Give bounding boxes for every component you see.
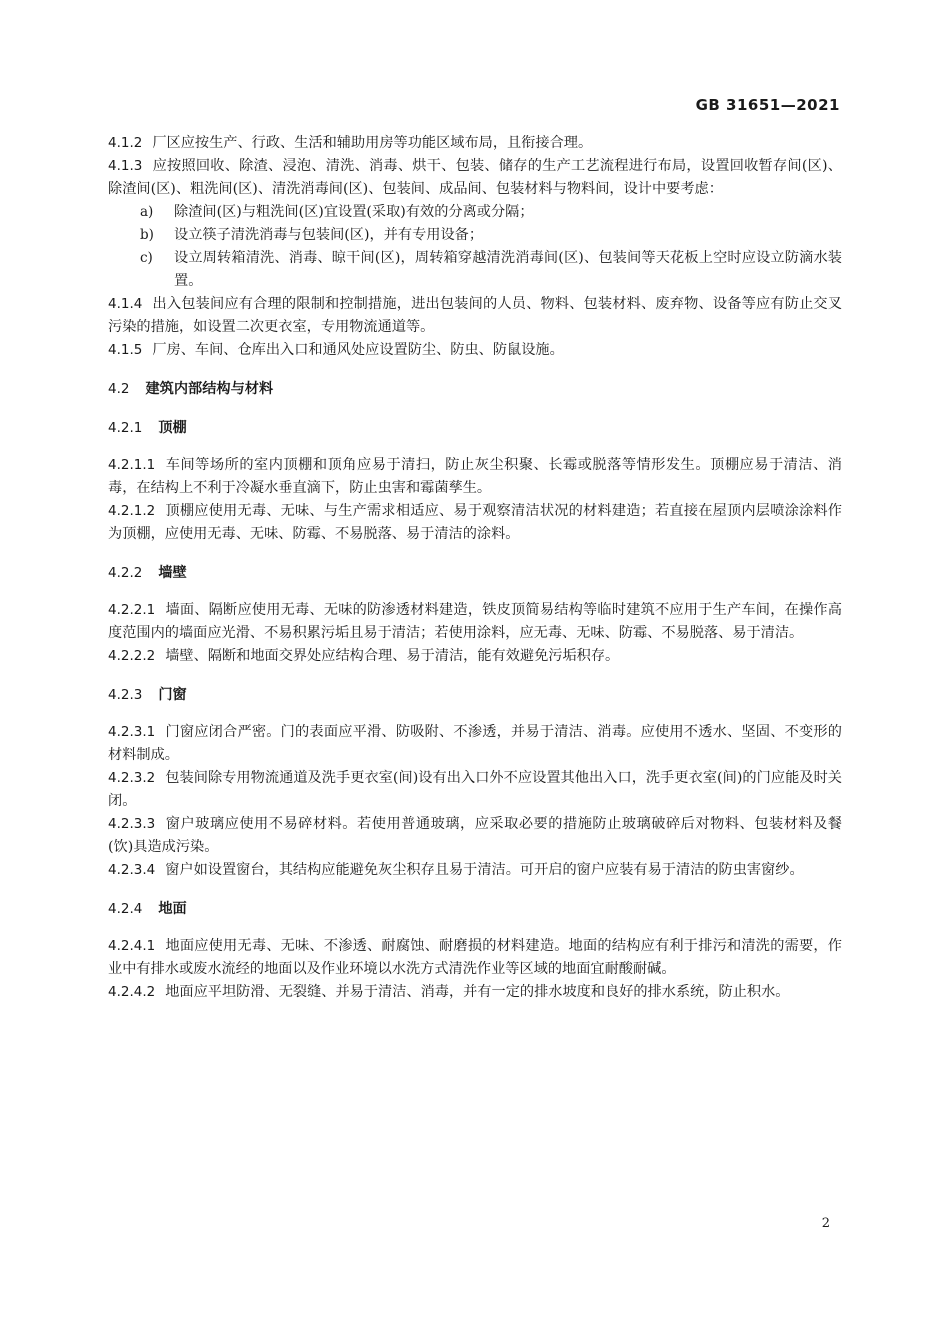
page-number: 2	[821, 1216, 830, 1231]
section-number: 4.2.4	[108, 901, 143, 917]
clause-number: 4.2.3.1	[108, 724, 156, 740]
clause-number: 4.2.3.4	[108, 862, 156, 878]
clause-text: 窗户如设置窗台，其结构应能避免灰尘积存且易于清洁。可开启的窗户应装有易于清洁的防虫害窗纱。	[165, 862, 804, 878]
list-item-b	[108, 224, 842, 247]
clause-text: 厂房、车间、仓库出入口和通风处应设置防尘、防虫、防鼠设施。	[152, 342, 564, 358]
clause-text: 车间等场所的室内顶棚和顶角应易于清扫，防止灰尘积聚、长霉或脱落等情形发生。顶棚应易于清洁、消毒，在结构上不利于冷凝水垂直滴下，防止虫害和霉菌孳生。	[108, 457, 842, 496]
section-number: 4.2.1	[108, 420, 143, 436]
clause-4-2-4-1	[108, 935, 842, 981]
clause-number: 4.1.4	[108, 296, 143, 312]
section-number: 4.2	[108, 381, 130, 397]
clause-4-2-3-1	[108, 721, 842, 767]
list-marker: b)	[140, 227, 154, 243]
list-item-a	[108, 201, 842, 224]
clause-number: 4.2.4.1	[108, 938, 156, 954]
clause-text: 包装间除专用物流通道及洗手更衣室(间)设有出入口外不应设置其他出入口，洗手更衣室(间)的门应能及时关闭。	[108, 770, 842, 809]
clause-4-2-3-3	[108, 813, 842, 859]
list-marker: a)	[140, 204, 154, 220]
clause-4-2-3-4	[108, 859, 842, 882]
section-title: 建筑内部结构与材料	[145, 381, 274, 397]
clause-4-2-1-1	[108, 454, 842, 500]
list-item-c	[108, 247, 842, 293]
section-heading-4-2-4	[108, 898, 842, 921]
clause-text: 出入包装间应有合理的限制和控制措施，进出包装间的人员、物料、包装材料、废弃物、设备等应有防止交叉污染的措施，如设置二次更衣室，专用物流通道等。	[108, 296, 842, 335]
clause-4-1-3	[108, 155, 842, 201]
clause-text: 应按照回收、除渣、浸泡、清洗、消毒、烘干、包装、储存的生产工艺流程进行布局，设置回收暂存间(区)、除渣间(区)、粗洗间(区)、清洗消毒间(区)、包装间、成品间、包装材料与物料间，设计中要考虑：	[108, 158, 842, 197]
list-text: 设立周转箱清洗、消毒、晾干间(区)，周转箱穿越清洗消毒间(区)、包装间等天花板上空时应设立防滴水装置。	[174, 250, 842, 289]
clause-text: 顶棚应使用无毒、无味、与生产需求相适应、易于观察清洁状况的材料建造；若直接在屋顶内层喷涂涂料作为顶棚，应使用无毒、无味、防霉、不易脱落、易于清洁的涂料。	[108, 503, 842, 542]
clause-number: 4.2.2.2	[108, 648, 156, 664]
clause-4-1-4	[108, 293, 842, 339]
clause-number: 4.2.4.2	[108, 984, 156, 1000]
clause-4-1-5	[108, 339, 842, 362]
clause-4-1-2	[108, 132, 842, 155]
section-heading-4-2	[108, 378, 842, 401]
section-heading-4-2-2	[108, 562, 842, 585]
clause-number: 4.1.5	[108, 342, 143, 358]
clause-number: 4.1.3	[108, 158, 143, 174]
clause-text: 地面应使用无毒、无味、不渗透、耐腐蚀、耐磨损的材料建造。地面的结构应有利于排污和清洗的需要，作业中有排水或废水流经的地面以及作业环境以水洗方式清洗作业等区域的地面宜耐酸耐碱。	[108, 938, 842, 977]
clause-text: 窗户玻璃应使用不易碎材料。若使用普通玻璃，应采取必要的措施防止玻璃破碎后对物料、包装材料及餐(饮)具造成污染。	[108, 816, 842, 855]
section-title: 门窗	[158, 687, 187, 703]
clause-number: 4.2.2.1	[108, 602, 156, 618]
clause-number: 4.2.1.1	[108, 457, 156, 473]
clause-number: 4.2.3.3	[108, 816, 156, 832]
clause-4-2-4-2	[108, 981, 842, 1004]
clause-text: 地面应平坦防滑、无裂缝、并易于清洁、消毒，并有一定的排水坡度和良好的排水系统，防止积水。	[165, 984, 790, 1000]
clause-text: 墙壁、隔断和地面交界处应结构合理、易于清洁，能有效避免污垢积存。	[165, 648, 620, 664]
section-title: 顶棚	[158, 420, 187, 436]
clause-4-2-1-2	[108, 500, 842, 546]
list-text: 除渣间(区)与粗洗间(区)宜设置(采取)有效的分离或分隔；	[174, 204, 534, 220]
clause-text: 厂区应按生产、行政、生活和辅助用房等功能区域布局，且衔接合理。	[152, 135, 593, 151]
section-title: 地面	[158, 901, 187, 917]
clause-number: 4.1.2	[108, 135, 143, 151]
clause-number: 4.2.1.2	[108, 503, 156, 519]
list-marker: c)	[140, 250, 153, 266]
clause-4-2-2-1	[108, 599, 842, 645]
section-heading-4-2-3	[108, 684, 842, 707]
clause-number: 4.2.3.2	[108, 770, 156, 786]
clause-text: 门窗应闭合严密。门的表面应平滑、防吸附、不渗透，并易于清洁、消毒。应使用不透水、坚固、不变形的材料制成。	[108, 724, 842, 763]
section-heading-4-2-1	[108, 417, 842, 440]
clause-text: 墙面、隔断应使用无毒、无味的防渗透材料建造，铁皮顶简易结构等临时建筑不应用于生产车间，在操作高度范围内的墙面应光滑、不易积累污垢且易于清洁；若使用涂料，应无毒、无味、防霉、不易脱落、易于清洁。	[108, 602, 842, 641]
section-title: 墙壁	[158, 565, 187, 581]
clause-4-2-3-2	[108, 767, 842, 813]
standard-code-header: GB 31651—2021	[695, 96, 840, 114]
document-body	[108, 132, 842, 1004]
section-number: 4.2.3	[108, 687, 143, 703]
section-number: 4.2.2	[108, 565, 143, 581]
list-text: 设立筷子清洗消毒与包装间(区)，并有专用设备；	[174, 227, 484, 243]
clause-4-2-2-2	[108, 645, 842, 668]
